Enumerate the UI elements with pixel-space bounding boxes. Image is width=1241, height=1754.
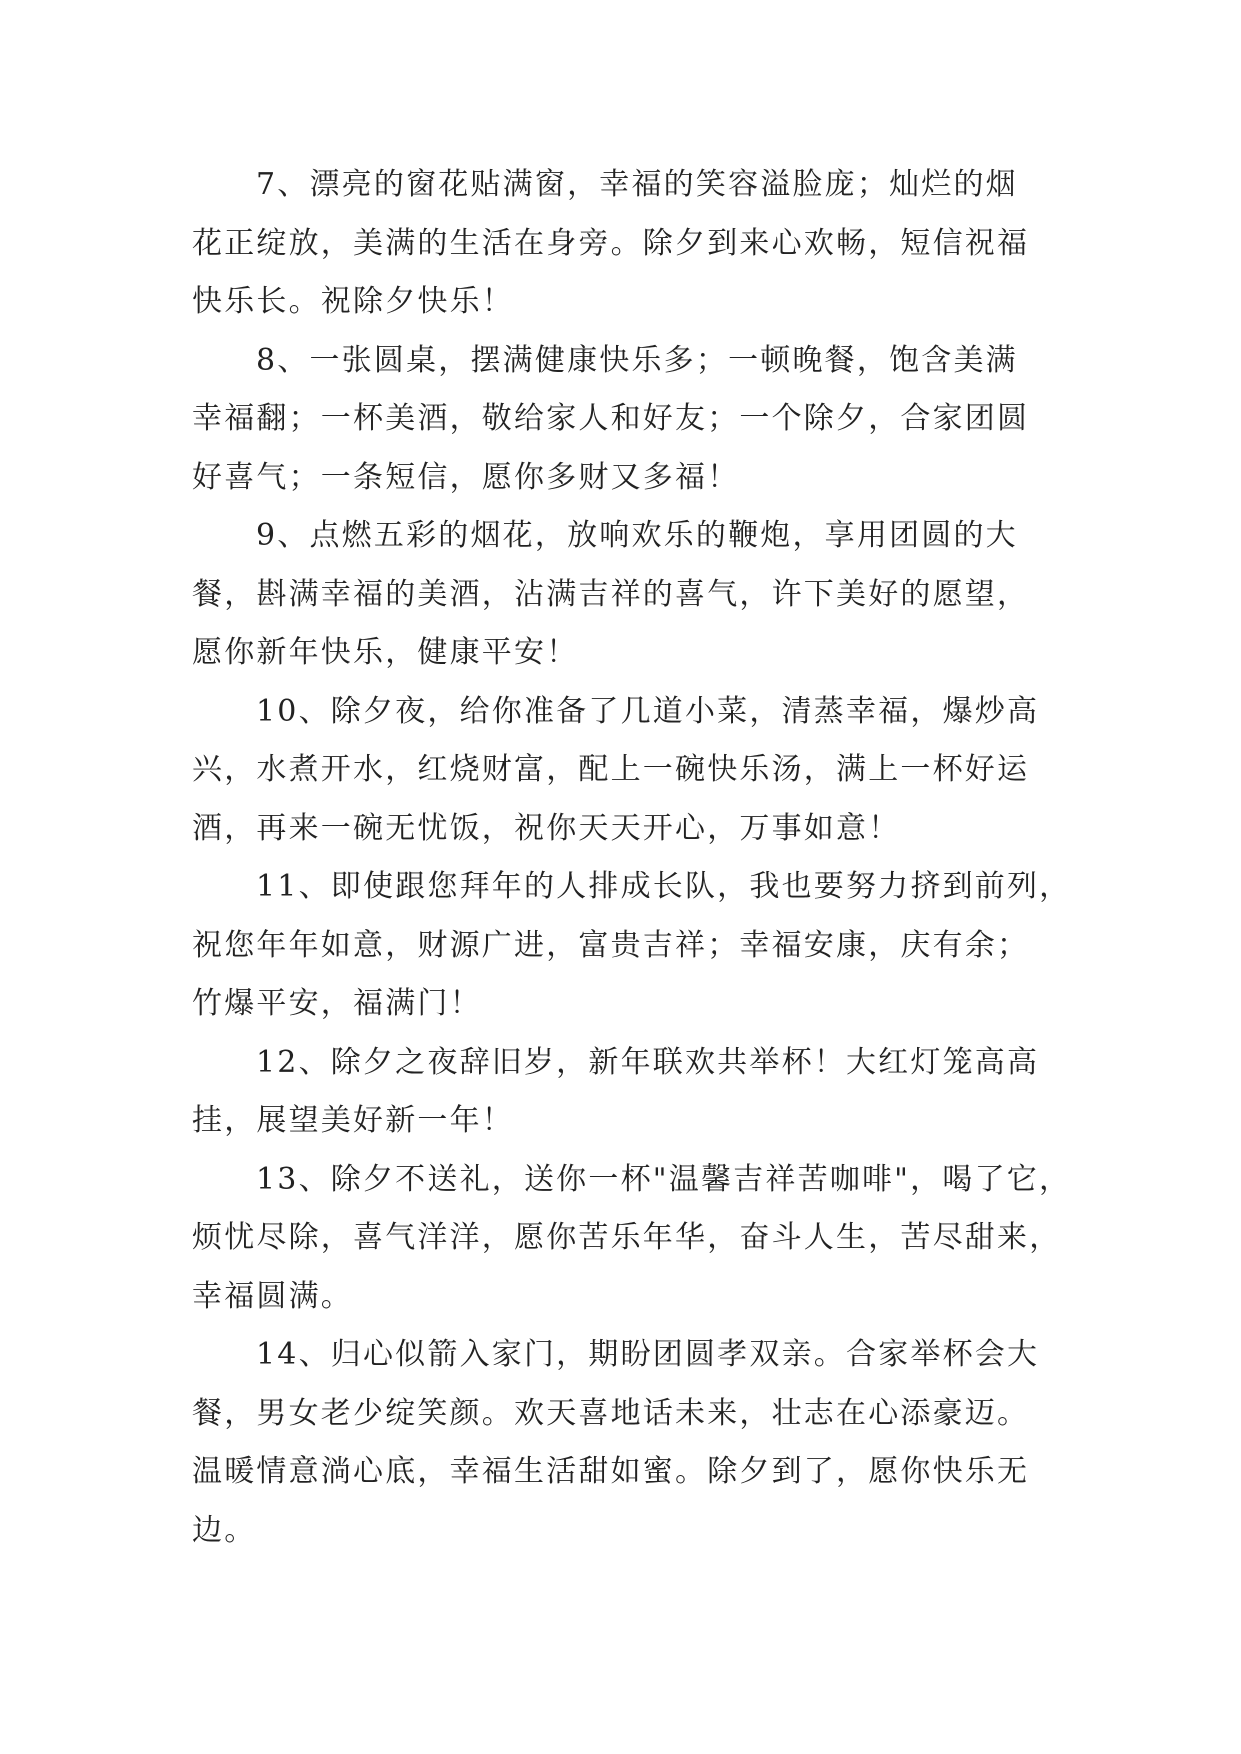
paragraph-8 xyxy=(192,332,1062,508)
paragraph-line: 愿你新年快乐，健康平安！ xyxy=(192,635,579,670)
paragraph-12 xyxy=(192,1034,1062,1151)
paragraph-line: 餐，男女老少绽笑颜。欢天喜地话未来，壮志在心添豪迈。 xyxy=(192,1395,1030,1431)
paragraph-line: 13、除夕不送礼，送你一杯"温馨吉祥苦咖啡"，喝了它， xyxy=(256,1161,1072,1197)
paragraph-line: 竹爆平安，福满门！ xyxy=(192,986,482,1021)
paragraph-line: 9、点燃五彩的烟花，放响欢乐的鞭炮，享用团圆的大 xyxy=(256,518,1018,553)
paragraph-10 xyxy=(192,683,1062,859)
paragraph-7 xyxy=(192,156,1062,332)
paragraph-line: 挂，展望美好新一年！ xyxy=(192,1103,514,1138)
paragraph-line: 餐，斟满幸福的美酒，沾满吉祥的喜气，许下美好的愿望， xyxy=(192,576,1030,612)
paragraph-line: 幸福翻；一杯美酒，敬给家人和好友；一个除夕，合家团圆 xyxy=(192,401,1030,436)
paragraph-line: 11、即使跟您拜年的人排成长队，我也要努力挤到前列， xyxy=(256,869,1072,904)
paragraph-13 xyxy=(192,1151,1072,1327)
paragraph-9 xyxy=(192,507,1062,683)
paragraph-line: 10、除夕夜，给你准备了几道小菜，清蒸幸福，爆炒高 xyxy=(256,693,1040,729)
paragraph-line: 兴，水煮开水，红烧财富，配上一碗快乐汤，满上一杯好运 xyxy=(192,752,1030,787)
paragraph-line: 12、除夕之夜辞旧岁，新年联欢共举杯！大红灯笼高高 xyxy=(256,1044,1040,1080)
paragraph-line: 7、漂亮的窗花贴满窗，幸福的笑容溢脸庞；灿烂的烟 xyxy=(256,167,1018,202)
paragraph-line: 快乐长。祝除夕快乐！ xyxy=(192,284,514,319)
paragraph-line: 好喜气；一条短信，愿你多财又多福！ xyxy=(192,459,740,495)
paragraph-14 xyxy=(192,1326,1062,1560)
paragraph-line: 花正绽放，美满的生活在身旁。除夕到来心欢畅，短信祝福 xyxy=(192,225,1030,261)
paragraph-line: 幸福圆满。 xyxy=(192,1278,353,1314)
paragraph-line: 14、归心似箭入家门，期盼团圆孝双亲。合家举杯会大 xyxy=(256,1337,1040,1372)
paragraph-line: 边。 xyxy=(192,1512,257,1548)
paragraph-line: 祝您年年如意，财源广进，富贵吉祥；幸福安康，庆有余； xyxy=(192,927,1030,963)
paragraph-line: 烦忧尽除，喜气洋洋，愿你苦乐年华，奋斗人生，苦尽甜来， xyxy=(192,1220,1062,1255)
paragraph-line: 温暖情意淌心底，幸福生活甜如蜜。除夕到了，愿你快乐无 xyxy=(192,1454,1030,1489)
paragraph-11 xyxy=(192,858,1072,1034)
document-body xyxy=(192,156,1072,1560)
paragraph-line: 8、一张圆桌，摆满健康快乐多；一顿晚餐，饱含美满 xyxy=(256,342,1018,378)
paragraph-line: 酒，再来一碗无忧饭，祝你天天开心，万事如意！ xyxy=(192,810,901,846)
